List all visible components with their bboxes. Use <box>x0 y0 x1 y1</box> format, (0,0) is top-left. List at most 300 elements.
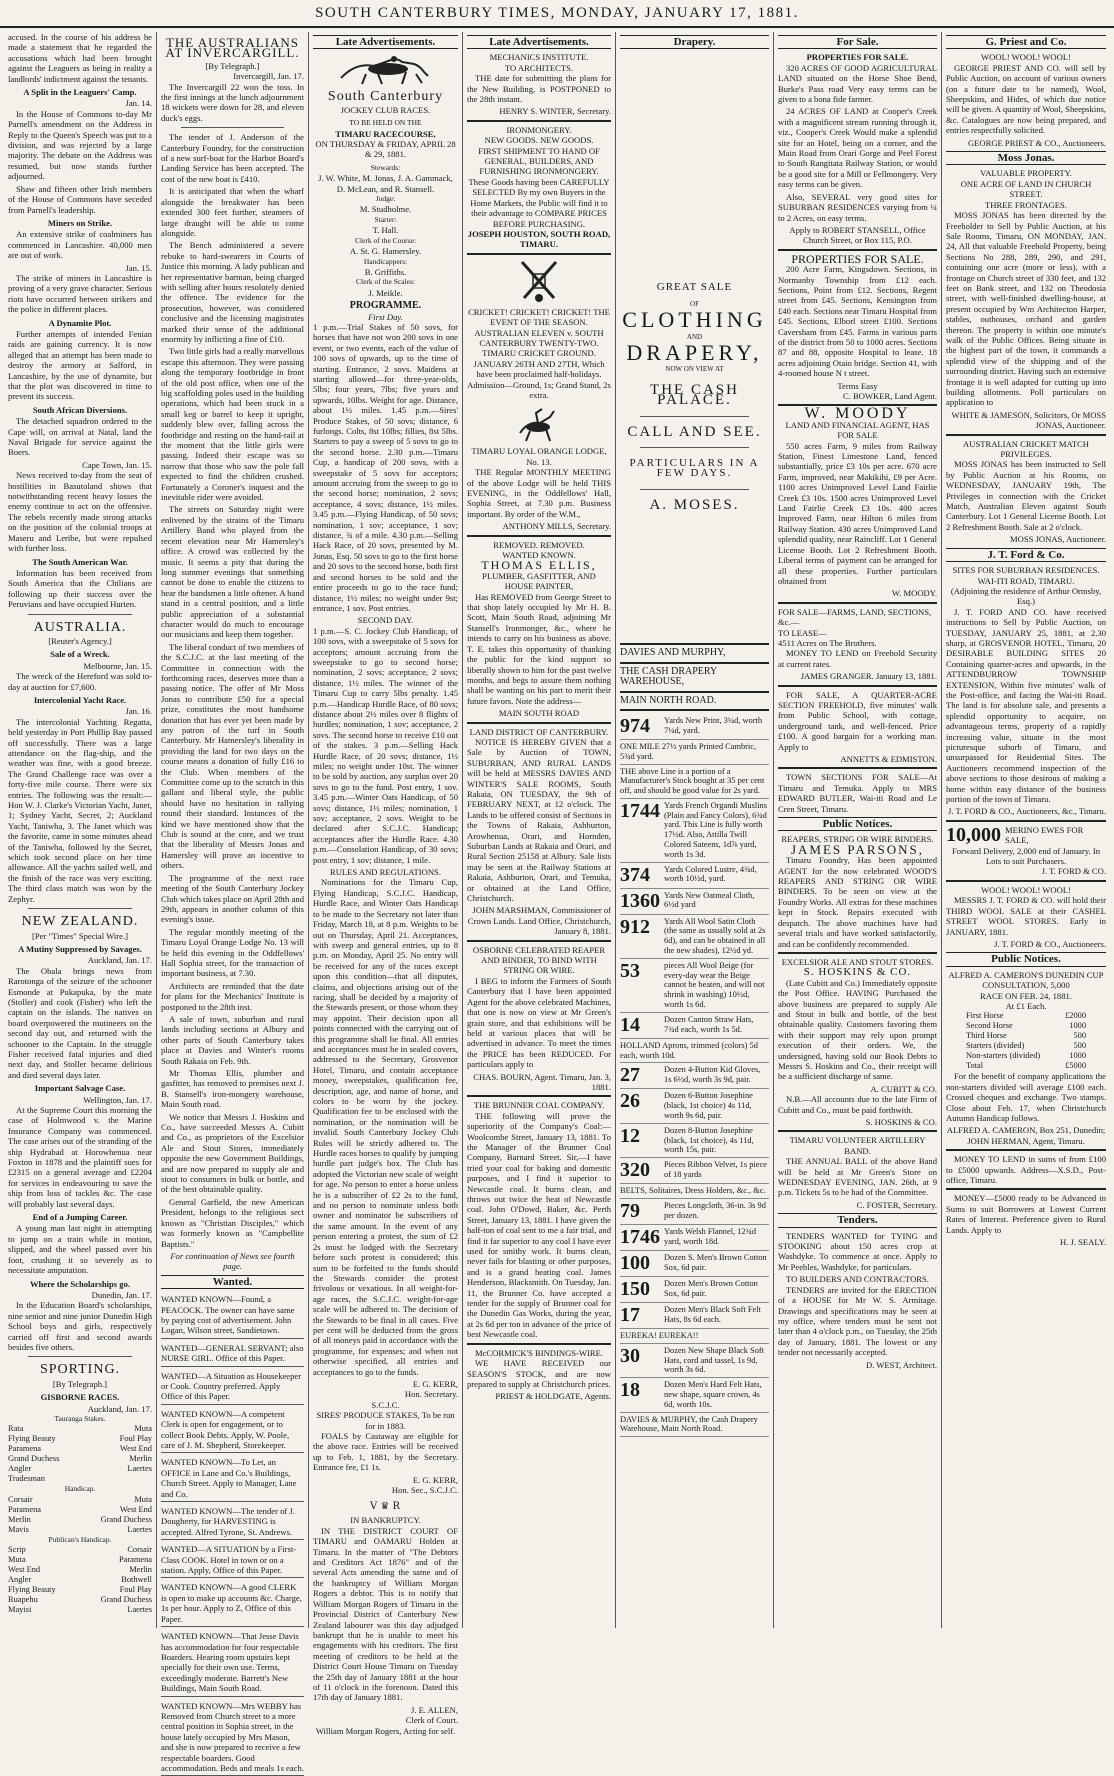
column-4 <box>463 32 616 1628</box>
price-item <box>620 1124 769 1158</box>
article-heading: Intercolonial Yacht Race. <box>33 694 127 705</box>
ad-heading: WANTED KNOWN. <box>502 550 576 561</box>
horse-name: Grand Duchess <box>8 1454 60 1464</box>
ad-text: THE Regular MONTHLY MEETING of the above Lodge will be held THIS EVENING, in the Oddfellows' Hall, Sophia Street, at 7.30 p.m. Business important. By order of the W.M., <box>467 467 611 519</box>
official-line: Clerk of the Scales: <box>356 277 415 287</box>
article-heading: Important Salvage Case. <box>34 1083 126 1094</box>
divider <box>467 722 611 724</box>
section-banner-moss-jonas: Moss Jonas. <box>946 151 1106 165</box>
signature-title: Clerk of Court. <box>405 1715 458 1726</box>
race-entry-row <box>8 1515 152 1525</box>
signature: H. J. SEALY. <box>1059 1237 1106 1248</box>
ad-text: Also, SEVERAL very good sites for SUBURBAN RESIDENCES varying from ¼ to 2 Acres, on easy terms. <box>778 191 937 223</box>
ad-text: TENDERS are invited for the ERECTION of a HOUSE for Mr W. S. Armitage. Drawings and specifications may be seen at my office, where tenders must be sent not later than 4 o'clock p.m., on Tuesday, the 25th day of January, 1881. The lowest or any tender not necessarily accepted. <box>778 1284 937 1358</box>
prize-label: Non-starters (divided) <box>966 1051 1041 1061</box>
article-heading: A Dynamite Plot. <box>48 317 112 328</box>
price-item-quantity: 974 <box>620 714 650 737</box>
price-item-description: Dozen 4-Button Kid Gloves, 1s 6½d, worth 3s 9d, pair. <box>664 1065 761 1085</box>
dateline: Jan. 14. <box>125 98 152 109</box>
section-banner-for-sale: For Sale. <box>778 35 937 49</box>
price-item-quantity: 79 <box>620 1200 640 1223</box>
ad-text: For the benefit of company applications the non-starters divided will average £100 each. Crossed cheques and exchange. Two stamps. Close about Feb. 17, when Christchurch Autumn Handicap follows. <box>946 1071 1106 1123</box>
article-text: Architects are reminded that the date for plans for the Mechanics' Institute is postponed to the 28th inst. <box>161 980 304 1012</box>
official-line: B. Griffiths. <box>364 266 407 277</box>
prize-amount: 1000 <box>1069 1051 1086 1061</box>
price-item-description: Yards New Oatmeal Cloth, 6½d yard <box>664 890 755 910</box>
signature: JOHN MARSHMAN, Commissioner of Crown Lands. Land Office, Christchurch, January 8, 1881. <box>467 905 611 937</box>
wanted-ad: WANTED—A Situation as Housekeeper or Cook. Country preferred. Apply Office of this Paper. <box>161 1369 304 1405</box>
signature: Apply to ROBERT STANSELL, Office Church Street, or Box 115, P.O. <box>789 224 926 246</box>
horse-name: Scrip <box>8 1545 26 1555</box>
horse-name: Corsair <box>127 1545 152 1555</box>
signature: GEORGE PRIEST & CO., Auctioneers. <box>967 137 1106 148</box>
horse-name: Laertes <box>127 1605 152 1615</box>
race-list-tauranga <box>8 1424 152 1484</box>
sale-drapery: DRAPERY, <box>626 340 763 366</box>
divider <box>640 489 749 490</box>
article-heading: The South American War. <box>32 556 128 567</box>
section-banner-priest: G. Priest and Co. <box>946 35 1106 49</box>
divider <box>620 662 769 664</box>
ad-heading: THREE FRONTAGES. <box>985 199 1067 210</box>
column-7 <box>942 32 1110 1628</box>
ad-text: I BEG to inform the Farmers of South Canterbury that I have been appointed Agent for the above celebrated Machines, that one is now on view at Mr Green's grain store, and that exhibitions will be held at various places that will be advertised in advance. To meet the times the PRICE has been REDUCED. For particulars apply to <box>467 975 611 1070</box>
signature: C. BOWKER, Land Agent. <box>842 391 937 401</box>
ad-heading: CRICKET! CRICKET! CRICKET! THE EVENT OF THE SEASON. <box>468 306 610 328</box>
article-heading: A Mutiny Suppressed by Savages. <box>18 943 142 954</box>
price-item-description: Yards Welsh Flannel, 12¾d yard, worth 18d. <box>664 1227 757 1246</box>
horse-name: Foul Play <box>119 1434 152 1444</box>
dateline: Cape Town, Jan. 15. <box>82 459 152 470</box>
prize-label: Third Horse <box>966 1031 1007 1041</box>
price-item <box>620 889 769 915</box>
divider <box>467 940 611 942</box>
race-entry-row <box>8 1434 152 1444</box>
signature: J. T. FORD & CO., Auctioneers. <box>994 938 1106 949</box>
signature: J. T. FORD & CO. <box>1041 866 1106 877</box>
divider <box>946 880 1106 882</box>
dateline: Jan. 16. <box>125 706 152 717</box>
ad-text: Forward Delivery, 2,000 end of January. In Lots to suit Purchasers. <box>951 845 1101 867</box>
dateline: Jan. 15. <box>125 262 152 273</box>
ad-heading: FOR SALE—FARMS, LAND, SECTIONS, &c.— <box>778 606 932 628</box>
divider <box>620 691 769 693</box>
divider <box>620 709 769 711</box>
divider <box>946 1149 1106 1151</box>
ad-text: FOR SALE, A QUARTER-ACRE SECTION FREEHOLD, five minutes' walk from Public School, with cottage, underground tank, and well-fenced. Price £100. A good bargain for a working man. Apply to <box>778 689 937 752</box>
race-entry-row <box>8 1424 152 1434</box>
divider <box>467 535 611 537</box>
ad-heading: PROPERTIES FOR SALE. <box>806 52 909 63</box>
price-item <box>620 799 769 863</box>
ad-heading: NEW GOODS. NEW GOODS. <box>484 135 594 146</box>
ad-heading: TIMARU VOLUNTEER ARTILLERY BAND. <box>789 1135 926 1156</box>
divider <box>946 820 1106 822</box>
ad-heading: McCORMICK'S BINDINGS-WIRE. <box>474 1347 604 1358</box>
price-item-description: Yards Colored Lustre, 4¾d, worth 10½d, yard. <box>664 864 757 884</box>
ad-heading: JAMES PARSONS, <box>790 841 924 857</box>
race-entry-row <box>8 1575 152 1585</box>
prize-table <box>946 1011 1106 1071</box>
ad-heading: WAI-ITI ROAD, TIMARU. <box>977 575 1075 586</box>
ad-heading: IRONMONGERY. <box>506 124 572 135</box>
horse-name: Paramena <box>8 1444 42 1454</box>
signature: A. CUBITT & CO. <box>870 1083 937 1094</box>
article-text: The liberal conduct of two members of the S.C.J.C. at the last meeting of the Committee in connection with the forthcoming races, deserves more than a passing notice. The offer of Mr Moss Jonas to contribute £50 for a special prize, constitutes the most handsome donation that has ever yet been made by any patron of the turf in South Canterbury. Mr Hamersley's liberality in providing the land for two days on the course means a donation of fully £16 to the Club. When members of the Committee come up to the scratch in this gallant and liberal style, the public should have no hesitation in rallying round their standard. Instances of the kind we have mentioned show that the Club is sound at the core, and we trust that the liberality of Messrs Jonas and Hamersley will prove an incentive to others. <box>161 641 304 871</box>
section-banner-public-notices: Public Notices. <box>778 817 937 831</box>
race-schedule: 1 p.m.—Trial Stakes of 50 sovs, for horses that have not won 200 sovs in one event, or two events, each of the value of 100 sovs of upwards, up to the time of starting. Entrance, 2 sovs. Maidens at starting allowed—for three-year-olds, 5lbs; four years, 7lbs; five years and upwards, 10lbs. Weight for age. Distance, about 1½ miles. 1.45 p.m.—Sires' Produce Stakes, of 50 sovs; distance, 6 furlongs. Colts, 8st 10lbs; fillies, 8st 5lbs. Starters to pay a sweep of 5 sovs to go to the second horse. 2.30 p.m.—Timaru Cup, a handicap of 200 sovs, with a sweepstake of 5 sovs for acceptors; amount accruing from the sweep to go to the second horse; nomination, 2 sovs; acceptance, 4 sovs; distance, 1½ miles. 3.45 p.m.—Flying Handicap, of 50 sovs; nomination, 1 sov; acceptance, 1 sov; distance, ¾ of a mile. 4.30 p.m.—Selling Hack Race, of 20 sovs, presented by M. Jonas, Esq. 50 sovs to go to the first horse and 20 sovs to the second horse, both first and second horses to be sold and the entire proceeds to go to the race fund; distance, 1½ miles; no weight under 9st; entrance, 1 sov. Post entries. <box>313 321 458 613</box>
horse-name: Ruapehu <box>8 1595 38 1605</box>
ad-heading: FIRST SHIPMENT TO HAND OF GENERAL, BUILDERS, AND FURNISHING IRONMONGERY. <box>478 145 600 177</box>
signature: ANTHONY MILLS, Secretary. <box>502 521 611 532</box>
signature: E. G. KERR, <box>412 1474 458 1485</box>
club-name: South Canterbury <box>327 89 444 105</box>
price-item-description: EUREKA! EUREKA!! <box>620 1331 699 1341</box>
official-line: Judge: <box>375 194 396 204</box>
ad-text: MONEY TO LEND in sums of from £100 to £5000 upwards. Address—X.S.D., Post-office, Timaru. <box>946 1154 1106 1185</box>
section-banner-public-notices: Public Notices. <box>946 952 1106 966</box>
section-banner-tenders: Tenders. <box>778 1213 937 1227</box>
ad-heading: S.C.J.C. <box>371 1399 400 1410</box>
race-entry-row <box>8 1505 152 1515</box>
ewes-count: 10,000 <box>946 824 1001 847</box>
signature: C. FOSTER, Secretary. <box>856 1199 937 1210</box>
ad-text: NOTICE IS HEREBY GIVEN that a Sale by Auction of TOWN, SUBURBAN, AND RURAL LANDS will be held at MESSRS DAVIES AND WINTER'S SALE ROOMS, South Rakaia, ON TUESDAY, the 9th of FEBRUARY NEXT, at 12 o'clock. The Lands to be offered consist of Sections in the Towns of Rakaia, Ashburton, Arowhenua, Orari, and Hornden, Suburban Lands at Rakaia and Orari, and Rural Section 25158 at Albury. Sale lists may be seen at the Railway Stations at Rakaia, Ashburton, Orari, and Temuka, or obtained at the Land Office, Christchurch. <box>467 736 611 904</box>
official-line: J. W. White, M. Jonas, J. A. Gammack, D. McLean, and R. Stansell. <box>318 173 453 194</box>
horse-name: Laertes <box>127 1524 152 1534</box>
ad-text: MOSS JONAS has been instructed to Sell by Public Auction at his Rooms, on WEDNESDAY, JANUARY 19th, The Privileges in connection with the Cricket Match, Australian Eleven against South Canterbury. Lot 1 General License Booth. Lot 2 Refreshment Booth. Sale at 2 o'clock. <box>946 459 1106 532</box>
ad-text: MONEY—£5000 ready to be Advanced in Sums to suit Borrowers at Lowest Current Rates of Interest. Preference given to Rural Lands. Apply to <box>946 1193 1106 1235</box>
price-item <box>620 1184 769 1199</box>
ad-heading: TO ARCHITECTS. <box>504 62 574 73</box>
price-item-description: Dozen Men's Hard Felt Hats, new shape, square crown, 4s 6d, worth 10s. <box>664 1380 762 1409</box>
price-item-description: Pieces Ribbon Velvet, 1s piece of 18 yards <box>664 1160 767 1180</box>
sale-connector: AND <box>686 332 703 341</box>
signature: MOSS JONAS, Auctioneer. <box>1010 534 1106 545</box>
event-venue: TIMARU RACECOURSE, <box>335 128 436 139</box>
ad-text: N.B.—All accounts due to the late Firm of Cubitt and Co., must be paid forthwith. <box>778 1094 937 1115</box>
ad-text: J. T. FORD AND CO. have received instructions to Sell by Public Auction, on TUESDAY, JANUARY 25, 1881, at 2.30 sharp, at GROSVENOR HOTEL, Timaru, 20 DESIRABLE BUILDING SITES 20 Containing quarter-acres and upwards, in the ATTENDBURROW TOWNSHIP EXTENSION, Within five minutes' walk of the Post-office, and facing the Wai-iti Road. The land is for absolute sale, and presents a splendid opportunity to acquire, on advantageous terms, property of a rapidly increasing value, situate in the most picturesque suburb of Timaru, and unsurpassed for Residential Sites. The Auctioneers recommend inspection of the above sections to those desirous of making a home within easy distance of the business portion of the town of Timaru. <box>946 606 1106 805</box>
divider <box>28 908 132 909</box>
prize-label: Second Horse <box>966 1021 1013 1031</box>
signature: ANNETTS & EDMISTON. <box>840 754 937 764</box>
price-item-quantity: 18 <box>620 1379 640 1402</box>
article-text: In the Education Board's scholarships, nine senior and nine junior Dunedin High School boys and girls, respectively carried off first and second awards besides five others. <box>8 1300 152 1352</box>
signature: J. T. FORD & CO., Auctioneers, &c., Timaru. <box>948 806 1106 817</box>
ad-heading: PLUMBER, GASFITTER, AND HOUSE PAINTER, <box>482 570 596 592</box>
article-heading: South African Diversions. <box>32 404 128 415</box>
dateline: Auckland, Jan. 17. <box>87 1403 152 1414</box>
race-list-publican <box>8 1545 152 1615</box>
race-entry-row <box>8 1444 152 1454</box>
price-item <box>620 1413 769 1438</box>
horse-name: Grand Duchess <box>100 1514 152 1524</box>
price-item-quantity: 27 <box>620 1064 640 1087</box>
ad-text: WE HAVE RECEIVED our SEASON'S STOCK, and are now prepared to supply at Christchurch prices. <box>467 1358 611 1389</box>
sale-call: CALL AND SEE. <box>627 423 762 440</box>
divider <box>946 434 1106 436</box>
article-heading: End of a Jumping Career. <box>32 1212 128 1223</box>
wanted-ad: WANTED KNOWN—Mrs WEBBY has Removed from Church street to a more central position in Sophia street, in the house lately occupied by Mrs Mason, and she is now prepared to receive a few respectable boarders. Good accommodation. Beds and meals 1s each. <box>161 1699 304 1776</box>
wanted-ad: WANTED KNOWN—Found, a PEACOCK. The owner can have same by paying cost of advertisement. John Logan, Wilson street, Sandietown. <box>161 1292 304 1339</box>
dateline: Invercargill, Jan. 17. <box>233 71 304 82</box>
divider <box>28 614 132 615</box>
ad-heading: WOOL! WOOL! WOOL! <box>981 884 1071 895</box>
divider <box>467 120 611 122</box>
ad-heading: EXCELSIOR ALE AND STOUT STORES. <box>781 956 934 967</box>
article-text: The wreck of the Hereford was sold to-day at auction for £7,600. <box>8 671 152 692</box>
divider <box>778 1130 937 1132</box>
article-text: The streets on Saturday night were enlivened by the strains of the Timaru Artillery Band who played from the recent elevation near Mr Hamersley's office. A crowd was collected by the music. It seems a pity that during the long summer evenings that something cannot be done to enable the citizens to hear the bandsmen a little oftener. A band stand in a central position, and a little public appreciation of a substantial character would do much to encourage our musicians and keep them together. <box>161 504 304 640</box>
divider <box>181 127 284 128</box>
price-item <box>620 1251 769 1277</box>
price-item-description: BELTS, Solitaires, Dress Holders, &c., &c. <box>620 1186 766 1196</box>
price-item <box>620 1039 769 1064</box>
sale-particulars: PARTICULARS IN A FEW DAYS. <box>629 457 760 480</box>
article-text: It is anticipated that when the wharf alongside the breakwater has been extended 300 feet further, steamers of large draught will be able to come alongside. <box>161 186 304 238</box>
dateline: Wellington, Jan. 17. <box>83 1094 152 1105</box>
ad-text: MONEY TO LEND on Freehold Security at current rates. <box>778 648 937 669</box>
signature: J. E. ALLEN, <box>410 1704 458 1715</box>
section-banner-wanted: Wanted. <box>161 1275 304 1289</box>
ad-heading: RACE ON FEB. 24, 1881. <box>980 990 1072 1001</box>
article-heading: Miners on Strike. <box>47 217 113 228</box>
byline: [By Telegraph.] <box>52 1378 108 1389</box>
article-text: The programme of the next race meeting of the South Canterbury Jockey Club which takes place on April 28th and 29th, appears in another column of this evening's issue. <box>161 872 304 925</box>
race-entry-row <box>8 1495 152 1505</box>
section-banner-ford: J. T. Ford & Co. <box>946 548 1106 562</box>
byline: [Per "Times" Special Wire.] <box>32 930 128 941</box>
price-item-quantity: 912 <box>620 915 650 938</box>
ad-text: 4511 Acres on The Brothers. <box>778 637 877 648</box>
official-line: Handicappers: <box>363 256 408 266</box>
race-heading: Tauranga Stakes. <box>54 1413 106 1423</box>
ad-text: MOSS JONAS has been directed by the Freeholder to Sell by Public Auction, at his Sale Rooms, Timaru, ON MONDAY, JAN. 24, All that valuable Freehold Property, being Sections No 288, 289, 290, and 291, containing one acre (more or less), with a frontage on Church street of 330 feet, and 132 feet on Bank street, and 132 on Theodosia street, with well-finished dwelling-house, at present occupied by Wm Architecton Harper, stables, outhouses, orchard and garden thereon. The property is within one minute's walk of the Public Offices. Being situate in the highest part of the town, it commands a splendid view of the shipping and of the surrounding district. Having such an extensive frontage it is well adapted for cutting up into building allotments. Poll particulars on application to <box>946 210 1106 408</box>
price-item-quantity: 12 <box>620 1124 640 1147</box>
section-banner-late-ads: Late Advertisements. <box>467 35 611 49</box>
price-item <box>620 1013 769 1039</box>
ewes-ad <box>946 825 1106 846</box>
ad-heading: W. MOODY <box>804 405 911 423</box>
race-list-handicap <box>8 1495 152 1535</box>
divider <box>467 1095 611 1097</box>
ad-text: TO LEASE— <box>778 627 827 638</box>
official-line: Starter: <box>374 214 397 224</box>
column-3 <box>309 32 463 1736</box>
prize-amount: £5000 <box>1065 1061 1086 1071</box>
signature: WHITE & JAMESON, Solicitors, Or MOSS JONAS, Auctioneer. <box>951 409 1106 431</box>
article-text: The Bench administered a severe rebuke to hard-swearers in Courts of Justice this morning. A lady publican and her representative barman, being charged with selling after hours resolutely denied the offence. The evidence for the prosecution, however, was considered conclusive and the licensing magistrates marked their sense of the additional enormity by inflicting a fine of £10. <box>161 240 304 344</box>
newspaper-columns <box>4 32 1110 1773</box>
ad-text: Timaru Foundry, Has been appointed AGENT for the now celebrated WOOD'S REAPERS AND STRING OR WIRE BINDERS. To be seen on view at the Foundry Works. All extras for these machines kept in Stock. Repairs executed with despatch. The above machines have had several trials and have worked satisfactorily, and can be confidently recommended. <box>778 855 937 949</box>
wanted-ad: WANTED KNOWN—A good CLERK is open to make up accounts &c. Charge, 1s per hour. Apply to Z, Office of this Paper. <box>161 1580 304 1627</box>
price-item <box>620 863 769 889</box>
prize-amount: £2000 <box>1065 1011 1086 1021</box>
event-dates: ON THURSDAY & FRIDAY, APRIL 28 & 29, 1881. <box>315 139 456 160</box>
divider <box>467 1343 611 1345</box>
column-1 <box>4 32 157 1628</box>
article-text: The tender of J. Anderson of the Canterbury Foundry, for the construction of a new surf-boat for the Harbor Board's Landing Service has been accepted. The cost of the new boat is £410. <box>161 132 304 184</box>
ad-heading: ALFRED A. CAMERON'S DUNEDIN CUP CONSULTATION, 5,000 <box>948 969 1104 991</box>
prize-row <box>966 1021 1086 1031</box>
horse-name: Grand Duchess <box>100 1595 152 1605</box>
section-heading-australia: AUSTRALIA. <box>33 619 127 635</box>
horse-rider-emblem-icon <box>514 403 564 443</box>
ad-text: TOWN SECTIONS FOR SALE—At Timaru and Temuka. Apply to MRS EDWARD BUTLER, Wai-iti Road and Le Cren Street, Timaru. <box>778 772 937 814</box>
article-text: Information has been received from South America that the Chilians are following up their success over the Peruvians and have occupied Hurien. <box>8 567 152 610</box>
article-text: General Garfield, the new American President, belongs to the religious sect known as "Christian Disciples," which was formerly known as "Campbellite Baptists." <box>161 1196 304 1249</box>
article-text: In the House of Commons to-day Mr Parnell's amendment on the Address in Reply to the Queen's Speech was put to a division, and was rejected by a large majority. The debate on the Address was resumed, but now stands further adjourned. <box>8 108 152 182</box>
ad-text: JANUARY 26TH AND 27TH, Which have been proclaimed half-holidays. <box>473 358 605 380</box>
prize-label: First Horse <box>966 1011 1004 1021</box>
wanted-ad: WANTED KNOWN—The tender of J. Dougherty, for HARVESTING is accepted. Alfred Tyrone, St. Andrews. <box>161 1504 304 1540</box>
price-item-quantity: 320 <box>620 1159 650 1182</box>
ad-heading: MERINO EWES FOR SALE, <box>1005 824 1084 846</box>
signature: W. MOODY. <box>891 588 937 599</box>
sale-note: NOW ON VIEW AT <box>665 365 724 374</box>
price-item <box>620 1225 769 1251</box>
cricket-bats-icon <box>514 258 564 304</box>
article-text: A young man last night in attempting to jump on a train while in motion, slipped, and the wheel passed over his foot, crushing it so severely as to necessitate amputation. <box>8 1223 152 1276</box>
horse-name: Paramena <box>118 1555 152 1565</box>
ad-heading: SITES FOR SUBURBAN RESIDENCES. <box>952 565 1100 576</box>
article-text: accused. In the course of his address he made a statement that he regarded the accusations which had been brought against the Leaguers as being in reality a landlords' indictment against the tenants. <box>8 32 152 84</box>
ad-heading: S. HOSKINS & CO. <box>803 966 912 979</box>
signature-note: William Morgan Rogers, Acting for self. <box>315 1725 456 1736</box>
merchant-name: DAVIES AND MURPHY, <box>620 647 726 659</box>
ad-text: 200 Acre Farm, Kingsdown. Sections, in Normanby Township from £12 each. Sections, Point from £12. Sections, Regent street from £45. Sections, Kensington from £40 each. Sections near Timaru Hospital from £45. Sections, Elborl street £100. Sections Caversham from £45. Farms in various parts of the district from 50 to 1000 acres. Sections 87 and 88, opposite Hospital to lease. 18 acres adjoining Otaio bridge. Section 41, with 4-roomed house N t street. <box>778 264 937 379</box>
royal-crest-icon <box>366 1498 406 1512</box>
price-item-description: Dozen 6-Button Josephine (black, 1st choice) 4s 11d, worth 9s 6d, pair. <box>664 1091 753 1121</box>
section-banner-drapery: Drapery. <box>620 35 769 49</box>
ad-heading: WOOL! WOOL! WOOL! <box>981 52 1071 63</box>
price-item <box>620 1199 769 1225</box>
ad-text: Has REMOVED from George Street to that shop lately occupied by Mr H. B. Scott, Main South Road, adjoining Mr Stansell's Ironmonger, &c., where he intends to carry on his business as above. T. E. takes this opportunity of thanking the public for the kind support so liberally shown to him for the past twelve months, and begs to assure them nothing shall be wanting on his part to merit their future favors. Note the address— <box>467 591 611 706</box>
ad-text: FOALS by Castaway are eligible for the above race. Entries will be received up to Feb. 1, 1881, by the Secretary. Entrance fee, £1 1s. <box>313 1431 458 1473</box>
drapery-price-list <box>620 714 769 1437</box>
price-item <box>620 959 769 1013</box>
price-item-description: Dozen S. Men's Brown Cotton Sox, 6d pair. <box>664 1253 767 1272</box>
ad-text: IN THE DISTRICT COURT OF TIMARU and OAMARU Holden at Timaru. In the matter of "The Debtors and Creditors Act 1876" and of the several Acts amending the same and of the bankruptcy of William Morgan Rogers a debtor. This is to notify that William Morgan Rogers of Timaru in the Provincial District of Canterbury New Zealand labourer was this day adjudged bankrupt that he is unable to meet his engagements with his creditors. The first meeting of creditors to be held at the District Court House Timaru on Tuesday the 25th day of January 1881 at the hour of 11 o'clock in the forenoon. Dated this 17th day of January 1881. <box>313 1525 458 1703</box>
divider <box>778 249 937 251</box>
prize-row <box>966 1031 1086 1041</box>
horse-name: Muta <box>134 1424 152 1434</box>
race-entry-row <box>8 1464 152 1474</box>
ad-text: THE ANNUAL BALL of the above Band will be held at Mr Green's Store on WEDNESDAY EVENING, JAN. 26th, at 9 p.m. Tickets 5s to be had of the Committee. <box>778 1156 937 1198</box>
signature: PRIEST & HOLDGATE, Agents. <box>495 1391 611 1402</box>
price-item-description: Pieces Longcloth, 36-in. 3s 9d per dozen. <box>664 1201 766 1220</box>
price-item-description: Dozen Men's Black Soft Felt Hats, 8s 6d each. <box>664 1305 761 1324</box>
horse-name: Merlin <box>129 1565 152 1575</box>
divider <box>28 1356 132 1357</box>
day-heading: SECOND DAY. <box>357 615 414 626</box>
article-text: At the Supreme Court this morning the case of Holmwood v. the Marine Insurance Company was commenced. The case arises out of the stranding of the ship Hydrabad at Horowhenua near Foxton in 1878 and the plaintiff sues for £2315 on a general average and £2204 for services in endeavouring to save the ship from loss of tackles &c. The case will probably last several days. <box>8 1105 152 1209</box>
price-item-quantity: 17 <box>620 1304 640 1327</box>
svg-text:V ♛ R: V ♛ R <box>369 1501 400 1513</box>
racehorse-illustration <box>336 52 436 86</box>
column-2 <box>157 32 309 1773</box>
price-item-description: Dozen New Shape Black Soft Hats, cord and tassel, 1s 9d, worth 3s 6d. <box>664 1345 765 1375</box>
article-text: We notice that Messrs J. Hoskins and Co., have succeeded Messrs A. Cubitt and Co., as proprietors of the Excelsior Ale and Stout Stores, immediately opposite the new Government Buildings, and are now prepared to supply ale and stout to consumers in bulk or bottle, and of the best obtainable quality. <box>161 1111 304 1195</box>
article-text: News received to-day from the seat of hostilities in Basutoland shows that notwithstanding recent heavy losses the enemy continue to act on the offensive. The rebels recently made strong attacks on the position of the colonial troops at Maseru and Leribe, but were repulsed with further loss. <box>8 470 152 554</box>
official-line: A. St. G. Hamersley. <box>349 246 422 257</box>
club-subtitle: JOCKEY CLUB RACES. <box>340 104 431 115</box>
ad-heading: At £1 Each. <box>1005 1000 1047 1011</box>
article-text: The regular monthly meeting of the Timaru Loyal Orange Lodge No. 13 will be held this evening in the Oddfellows' Hall Sophia street, for the transaction of important business, at 7.30. <box>161 926 304 979</box>
article-text: Two little girls had a really marvellous escape this afternoon. They were passing along the temporary footbridge in front of the old post office, when one of the big scaffolding poles used in the building operations, which had been stuck in a small keg or barrel to keep it upright, suddenly blew over, falling across the footbridge and resting on the hand-rail at the moment that the little girls were passing. Indeed their escape was so narrow that those who saw the pole fall expected to find the children crushed. Fortunately a Coroner's inquest and the inevitable rider were avoided. <box>161 346 304 503</box>
signature-title: Hon. Secretary. <box>404 1389 458 1400</box>
price-item <box>620 1063 769 1089</box>
section-heading-new-zealand: NEW ZEALAND. <box>21 914 139 930</box>
merchant-address: MAIN NORTH ROAD. <box>620 694 717 706</box>
race-entry-row <box>8 1595 152 1605</box>
ad-text: THE date for submitting the plans for the New Building, is POSTPONED to the 28th instant. <box>467 73 611 105</box>
prize-row <box>966 1041 1086 1051</box>
ad-text: TENDERS WANTED for TYING and STOOKING about 150 acres crop at Washdyke. To commence at once. Apply to Mr Peebles, Washdyke, for particulars. <box>778 1230 937 1272</box>
race-entry-row <box>8 1454 152 1464</box>
race-entry-row <box>8 1565 152 1575</box>
race-schedule: 1 p.m.—S. C. Jockey Club Handicap, of 100 sovs, with a sweepstake of 5 sovs for acceptors; amount accruing from the sweepstake to go to second horse; nomination, 2 sovs; acceptance, 2 sovs; distance, 1½ miles. The winner of the Timaru Cup to carry 5lbs penalty. 1.45 p.m.—Handicap Hurdle Race, of 80 sovs; distance about 2½ miles over 8 flights of hurdles; nomination, 1 sov; acceptance, 2 sovs. The second horse to receive £10 out of the stakes. 3 p.m.—Selling Hack Hurdle Race, of 20 sovs; distance, 1½ miles; no weight under 10st. The winner to be sold by auction, any surplus over 20 sovs to go to the fund. Post entry, 1 sov. 3.45 p.m.—Winter Oats Handicap, of 50 sovs; distance, 1½ miles; nomination, 1 sov; acceptance, 2 sovs. Weight to be declared after S.C.J.C. Handicap; acceptances after the Hurdle Race. 4.30 p.m.—Consolation Handicap, of 30 sovs; post entry, 1 sov; distance, 1 mile. <box>313 625 458 865</box>
official-line: Stewards: <box>370 162 401 172</box>
wanted-ad: WANTED—GENERAL SERVANT; also NURSE GIRL. Office of this Paper. <box>161 1341 304 1367</box>
ad-heading: REAPERS, STRING OR WIRE BINDERS. <box>781 834 934 845</box>
divider <box>946 1188 1106 1190</box>
day-heading: First Day. <box>368 311 403 322</box>
ad-text: These Goods having been CAREFULLY SELECTED By my own Buyers in the Home Markets, the Public will find it to their advantage to COMPARE PRICES BEFORE PURCHASING. <box>468 176 610 229</box>
race-entry-row <box>8 1474 152 1484</box>
price-item-description: Dozen Canton Straw Hats, 7¾d each, worth 1s 5d. <box>664 1014 754 1034</box>
ad-text: MESSRS J. T. FORD & CO. will hold their THIRD WOOL SALE at their CASHEL STREET WOOL STORES. Early in JANUARY, 1881. <box>946 895 1106 937</box>
officials-list <box>313 163 458 298</box>
price-item <box>620 1303 769 1329</box>
article-headline: THE AUSTRALIANS AT INVERCARGILL. <box>165 35 300 61</box>
price-item <box>620 1344 769 1378</box>
ad-heading: PROPERTIES FOR SALE. <box>791 251 924 266</box>
ad-text: 320 ACRES OF GOOD AGRICULTURAL LAND situated on the Horse Shoe Bend, Burke's Pass road Very easy terms can be given to a bona fide farmer. <box>778 62 937 105</box>
ad-heading: LAND AND FINANCIAL AGENT, HAS FOR SALE <box>785 419 930 441</box>
race-entry-row <box>8 1525 152 1535</box>
ad-text: Admission—Ground, 1s; Grand Stand, 2s extra. <box>467 379 611 400</box>
wanted-ad: WANTED—A SITUATION by a First-Class COOK. Hotel in town or on a station. Apply, Office of this Paper. <box>161 1542 304 1578</box>
price-item-description: Yards All Wool Satin Cloth (the same as usually sold at 2s 6d), and can be obtained in all the new shades), 12½d yd. <box>664 916 766 956</box>
continuation-note: For continuation of News see fourth page. <box>170 1250 295 1272</box>
byline: [Reuter's Agency.] <box>48 635 112 646</box>
official-line: J. Meikle. <box>368 287 403 298</box>
prize-amount: 500 <box>1073 1031 1086 1041</box>
prize-row <box>966 1051 1086 1061</box>
section-heading-sporting: SPORTING. <box>39 1362 121 1378</box>
price-item-description: Dozen 8-Button Josephine (black, 1st choice), 4s 11d, worth 15s, pair. <box>664 1125 754 1155</box>
ad-heading: THOMAS ELLIS, <box>481 558 597 573</box>
byline: [By Telegraph.] <box>205 60 260 71</box>
signature: CHAS. BOURN, Agent. Timaru, Jan. 3, 1881. <box>473 1071 611 1092</box>
signature-title: Hon. Sec., S.C.J.C. <box>391 1485 458 1496</box>
price-item <box>620 714 769 740</box>
horse-name: Flying Beauty <box>8 1434 56 1444</box>
signature: D. WEST, Architect. <box>865 1359 937 1370</box>
official-line: Clerk of the Course: <box>354 235 417 245</box>
price-item-description: ONE MILE 27½ yards Printed Cambric, 5¾d yard. <box>620 741 757 761</box>
price-item-quantity: 53 <box>620 959 640 982</box>
price-item <box>620 1329 769 1344</box>
price-item-description: Yards New Print, 3¼d, worth 7¼d, yard. <box>664 715 763 735</box>
ad-text: GEORGE PRIEST AND CO. will sell by Public Auction, on account of various owners (on a future date to be named), Wool, Sheepskins, and Hides, of which due notice will be given. A quantity of Wool, Sheepskins, &c. Catalogues are now being prepared, and entries respectfully solicited. <box>946 62 1106 136</box>
article-text: Mr Thomas Ellis, plumber and gasfitter, has removed to premises next J. B. Stansell's iron-mongery warehouse, Main South road. <box>161 1068 304 1110</box>
article-text: Further attempts of intended Fenian raids are gaining currency. It is now alleged that an attempt has been made to destroy the armory at Salford, in Lancashire, by the use of dynamite, but that the plot was discovered in time to prevent its success. <box>8 328 152 402</box>
prize-amount: 1000 <box>1069 1021 1086 1031</box>
sale-venue: THE CASH PALACE. <box>650 381 739 409</box>
price-item-description: DAVIES & MURPHY, the Cash Drapery Warehouse, Main North Road. <box>620 1414 758 1434</box>
